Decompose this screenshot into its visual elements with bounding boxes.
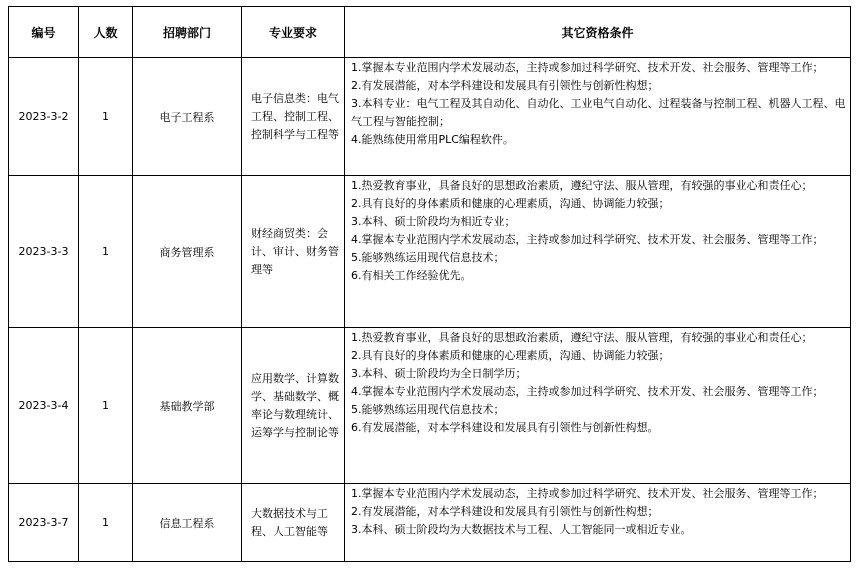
condition-item: 3.本科、硕士阶段均为全日制学历； [351, 367, 527, 380]
header-row [9, 7, 851, 58]
cell-major: 电子信息类：电气工程、控制工程、控制科学与工程等 [242, 58, 345, 176]
cell-dept: 电子工程系 [133, 58, 242, 176]
cell-major: 财经商贸类：会计、审计、财务管理等 [242, 176, 345, 328]
condition-item: 4.掌握本专业范围内学术发展动态，主持或参加过科学研究、技术开发、社会服务、管理等工作； [351, 385, 824, 398]
condition-item: 1.掌握本专业范围内学术发展动态，主持或参加过科学研究、技术开发、社会服务、管理等工作； [351, 487, 824, 500]
condition-item: 3.本科、硕士阶段均为相近专业； [351, 215, 516, 228]
cell-dept: 基础教学部 [133, 328, 242, 484]
condition-item: 3.本科专业：电气工程及其自动化、自动化、工业电气自动化、过程装备与控制工程、机器人工程、电气工程与智能控制； [351, 97, 846, 128]
cell-conditions [345, 484, 851, 562]
cell-count: 1 [79, 484, 133, 562]
condition-item: 2.有发展潜能，对本学科建设和发展具有引领性与创新性构想； [351, 505, 659, 518]
cell-count: 1 [79, 176, 133, 328]
header-major: 专业要求 [242, 7, 345, 58]
cell-count: 1 [79, 328, 133, 484]
condition-item: 2.具有良好的身体素质和健康的心理素质，沟通、协调能力较强； [351, 197, 670, 210]
cell-dept: 信息工程系 [133, 484, 242, 562]
table-row [9, 176, 851, 328]
header-conditions: 其它资格条件 [345, 7, 851, 58]
cell-id: 2023-3-7 [9, 484, 79, 562]
condition-item: 3.本科、硕士阶段均为大数据技术与工程、人工智能同一或相近专业。 [351, 523, 692, 536]
cell-conditions [345, 58, 851, 176]
condition-item: 1.热爱教育事业，具备良好的思想政治素质，遵纪守法、服从管理，有较强的事业心和责任心； [351, 179, 813, 192]
header-count: 人数 [79, 7, 133, 58]
cell-dept: 商务管理系 [133, 176, 242, 328]
condition-item: 4.能熟练使用常用PLC编程软件。 [351, 133, 514, 146]
recruitment-table-wrapper [8, 6, 850, 562]
cell-major: 应用数学、计算数学、基础数学、概率论与数理统计、运筹学与控制论等 [242, 328, 345, 484]
header-dept: 招聘部门 [133, 7, 242, 58]
cell-conditions [345, 176, 851, 328]
cell-conditions [345, 328, 851, 484]
condition-item: 6.有发展潜能，对本学科建设和发展具有引领性与创新性构想。 [351, 421, 659, 434]
table-row [9, 484, 851, 562]
cell-id: 2023-3-3 [9, 176, 79, 328]
recruitment-table [8, 6, 851, 562]
table-row [9, 328, 851, 484]
cell-count: 1 [79, 58, 133, 176]
condition-item: 6.有相关工作经验优先。 [351, 269, 472, 282]
table-row [9, 58, 851, 176]
condition-item: 2.有发展潜能，对本学科建设和发展具有引领性与创新性构想； [351, 79, 659, 92]
condition-item: 1.掌握本专业范围内学术发展动态，主持或参加过科学研究、技术开发、社会服务、管理等工作； [351, 61, 824, 74]
condition-item: 1.热爱教育事业，具备良好的思想政治素质，遵纪守法、服从管理，有较强的事业心和责任心； [351, 331, 813, 344]
cell-id: 2023-3-2 [9, 58, 79, 176]
condition-item: 4.掌握本专业范围内学术发展动态，主持或参加过科学研究、技术开发、社会服务、管理等工作； [351, 233, 824, 246]
condition-item: 2.具有良好的身体素质和健康的心理素质，沟通、协调能力较强； [351, 349, 670, 362]
cell-major: 大数据技术与工程、人工智能等 [242, 484, 345, 562]
header-id: 编号 [9, 7, 79, 58]
condition-item: 5.能够熟练运用现代信息技术； [351, 403, 505, 416]
condition-item: 5.能够熟练运用现代信息技术； [351, 251, 505, 264]
cell-id: 2023-3-4 [9, 328, 79, 484]
